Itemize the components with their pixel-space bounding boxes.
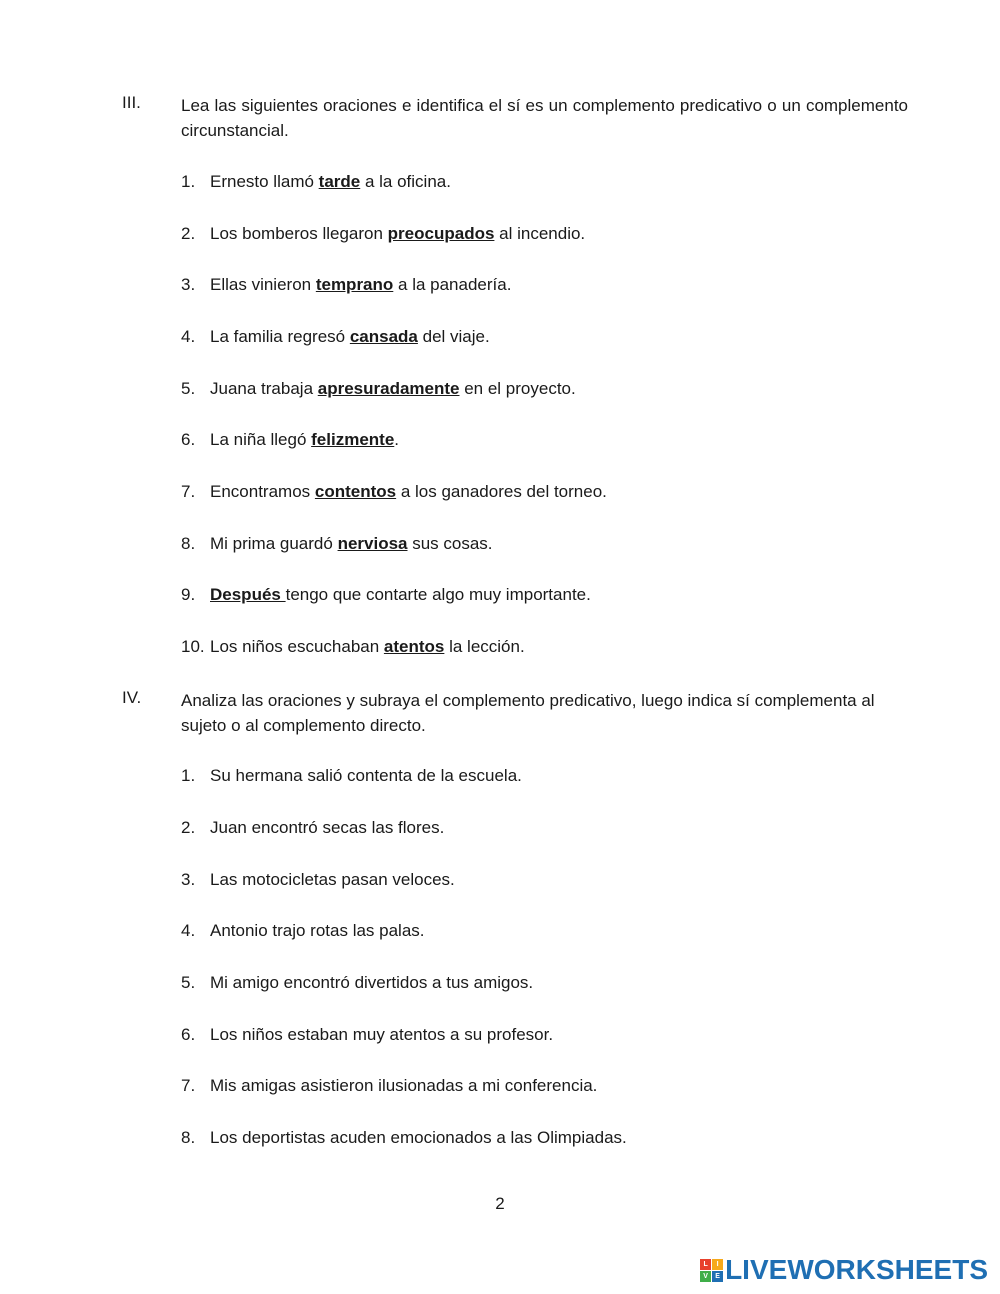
- list-item: 6. Los niños estaban muy atentos a su profesor.: [181, 1025, 554, 1044]
- liveworksheets-logo: [700, 1254, 988, 1286]
- underlined-word: felizmente: [311, 430, 395, 449]
- underlined-word: apresuradamente: [317, 379, 460, 398]
- logo-text: LIVEWORKSHEETS: [725, 1254, 988, 1285]
- list-item: 7. Encontramos contentos a los ganadores del torneo.: [181, 482, 607, 501]
- list-item: 5. Juana trabaja apresuradamente en el proyecto.: [181, 379, 576, 398]
- section-iii-instruction: Lea las siguientes oraciones e identifica el sí es un complemento predicativo o un complemento circunstancial.: [181, 96, 908, 140]
- list-item: 8. Mi prima guardó nerviosa sus cosas.: [181, 534, 493, 553]
- underlined-word: preocupados: [387, 224, 495, 243]
- underlined-word: contentos: [314, 482, 397, 501]
- list-item: 3. Las motocicletas pasan veloces.: [181, 870, 455, 889]
- list-item: 8. Los deportistas acuden emocionados a las Olimpiadas.: [181, 1128, 627, 1147]
- section-iv-numeral: IV.: [122, 688, 142, 707]
- list-item: 4. Antonio trajo rotas las palas.: [181, 921, 425, 940]
- underlined-word: temprano: [315, 275, 394, 294]
- underlined-word: nerviosa: [337, 534, 408, 553]
- list-item: 10. Los niños escuchaban atentos la lección.: [181, 637, 525, 656]
- list-item: 3. Ellas vinieron temprano a la panadería.: [181, 275, 512, 294]
- list-item: 2. Juan encontró secas las flores.: [181, 818, 445, 837]
- underlined-word: atentos: [383, 637, 445, 656]
- section-iv-instruction: Analiza las oraciones y subraya el complemento predicativo, luego indica sí complementa al sujeto o al complemento directo.: [181, 691, 875, 735]
- underlined-word: tarde: [318, 172, 361, 191]
- list-item: 4. La familia regresó cansada del viaje.: [181, 327, 490, 346]
- list-item: 7. Mis amigas asistieron ilusionadas a mi conferencia.: [181, 1076, 598, 1095]
- list-item: 1. Ernesto llamó tarde a la oficina.: [181, 172, 451, 191]
- list-item: 5. Mi amigo encontró divertidos a tus amigos.: [181, 973, 534, 992]
- list-item: 2. Los bomberos llegaron preocupados al incendio.: [181, 224, 586, 243]
- logo-blocks-icon: L I V E: [700, 1259, 723, 1282]
- list-item: 9. Después tengo que contarte algo muy importante.: [181, 585, 591, 604]
- page-number: 2: [495, 1194, 505, 1213]
- underlined-word: Después: [210, 585, 286, 604]
- underlined-word: cansada: [349, 327, 418, 346]
- section-iii-numeral: III.: [122, 93, 141, 112]
- list-item: 1. Su hermana salió contenta de la escuela.: [181, 766, 522, 785]
- list-item: 6. La niña llegó felizmente.: [181, 430, 400, 449]
